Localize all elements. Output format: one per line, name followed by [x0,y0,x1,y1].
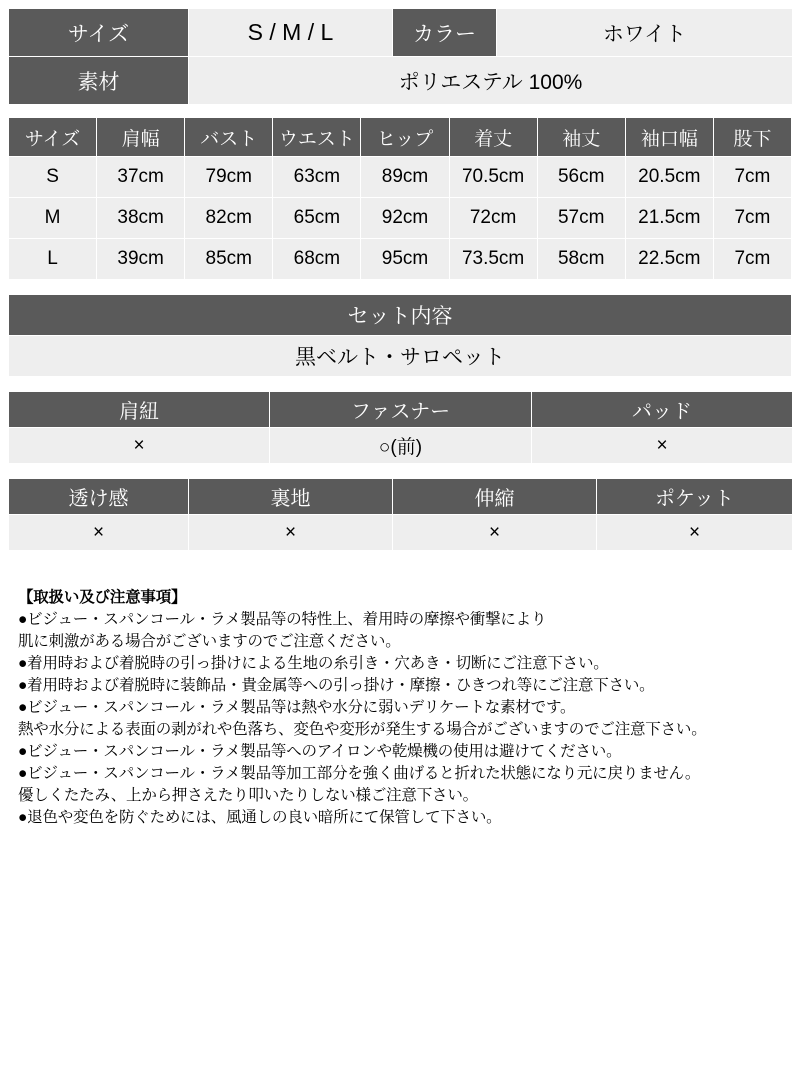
cell-shoulder: 39cm [97,239,185,280]
set-contents-table [8,294,792,377]
table-header-row [9,392,793,428]
spec-value-zipper: ○(前) [270,428,532,464]
care-note-line: 肌に刺激がある場合がございますのでご注意ください。 [18,633,401,650]
table-header-row [9,479,793,515]
spec-value-sheerness: × [9,515,189,551]
care-note-line: 熱や水分による表面の剥がれや色落ち、変色や変形が発生する場合がございますのでご注意下さい。 [18,721,707,738]
col-header-shoulder: 肩幅 [97,118,185,157]
size-label: サイズ [9,9,189,57]
color-label: カラー [393,9,497,57]
material-label: 素材 [9,57,189,105]
cell-sleeve-length: 56cm [537,157,625,198]
spec-value-lining: × [189,515,393,551]
cell-cuff-width: 20.5cm [625,157,713,198]
table-header-row [9,118,792,157]
col-header-inseam: 股下 [713,118,791,157]
cell-bust: 79cm [185,157,273,198]
cell-waist: 63cm [273,157,361,198]
cell-sleeve-length: 58cm [537,239,625,280]
spec-value-pocket: × [597,515,793,551]
set-contents-label: セット内容 [9,295,792,336]
care-note-line: ●着用時および着脱時の引っ掛けによる生地の糸引き・穴あき・切断にご注意下さい。 [18,655,609,672]
cell-hip: 89cm [361,157,449,198]
care-notes-title: 【取扱い及び注意事項】 [18,589,187,606]
table-row [9,515,793,551]
table-row [9,57,793,105]
cell-shoulder: 37cm [97,157,185,198]
cell-shoulder: 38cm [97,198,185,239]
spec-label-sheerness: 透け感 [9,479,189,515]
cell-waist: 68cm [273,239,361,280]
size-value: S / M / L [189,9,393,57]
spec-label-stretch: 伸縮 [393,479,597,515]
table-row [9,428,793,464]
cell-length: 70.5cm [449,157,537,198]
set-contents-value: 黒ベルト・サロペット [9,336,792,377]
spec-label-lining: 裏地 [189,479,393,515]
basic-info-table [8,8,793,105]
table-row [9,336,792,377]
cell-inseam: 7cm [713,239,791,280]
care-note-line: ●退色や変色を防ぐためには、風通しの良い暗所にて保管して下さい。 [18,809,502,826]
cell-length: 72cm [449,198,537,239]
spec-label-zipper: ファスナー [270,392,532,428]
cell-length: 73.5cm [449,239,537,280]
measurements-table [8,117,792,280]
col-header-length: 着丈 [449,118,537,157]
care-notes [8,587,792,829]
cell-cuff-width: 21.5cm [625,198,713,239]
col-header-sleeve-length: 袖丈 [537,118,625,157]
cell-cuff-width: 22.5cm [625,239,713,280]
cell-size: L [9,239,97,280]
cell-sleeve-length: 57cm [537,198,625,239]
cell-inseam: 7cm [713,198,791,239]
material-value: ポリエステル 100% [189,57,793,105]
cell-waist: 65cm [273,198,361,239]
care-note-line: ●ビジュー・スパンコール・ラメ製品等加工部分を強く曲げると折れた状態になり元に戻りません。 [18,765,701,782]
spec-value-stretch: × [393,515,597,551]
spec-label-pad: パッド [532,392,793,428]
col-header-hip: ヒップ [361,118,449,157]
spec-label-shoulder-strap: 肩紐 [9,392,270,428]
cell-hip: 92cm [361,198,449,239]
care-note-line: ●ビジュー・スパンコール・ラメ製品等は熱や水分に弱いデリケートな素材です。 [18,699,576,716]
care-note-line: 優しくたたみ、上から押さえたり叩いたりしない様ご注意下さい。 [18,787,478,804]
care-note-line: ●ビジュー・スパンコール・ラメ製品等へのアイロンや乾燥機の使用は避けてください。 [18,743,622,760]
spec-table-1 [8,391,793,464]
cell-bust: 82cm [185,198,273,239]
spec-value-shoulder-strap: × [9,428,270,464]
spec-label-pocket: ポケット [597,479,793,515]
table-row [9,198,792,239]
spec-table-2 [8,478,793,551]
col-header-size: サイズ [9,118,97,157]
cell-size: M [9,198,97,239]
table-row [9,9,793,57]
table-row [9,239,792,280]
care-note-line: ●着用時および着脱時に装飾品・貴金属等への引っ掛け・摩擦・ひきつれ等にご注意下さい。 [18,677,655,694]
table-row [9,157,792,198]
cell-inseam: 7cm [713,157,791,198]
cell-size: S [9,157,97,198]
cell-hip: 95cm [361,239,449,280]
col-header-bust: バスト [185,118,273,157]
care-note-line: ●ビジュー・スパンコール・ラメ製品等の特性上、着用時の摩擦や衝撃により [18,611,547,628]
table-row [9,295,792,336]
cell-bust: 85cm [185,239,273,280]
col-header-cuff-width: 袖口幅 [625,118,713,157]
spec-value-pad: × [532,428,793,464]
col-header-waist: ウエスト [273,118,361,157]
color-value: ホワイト [497,9,793,57]
